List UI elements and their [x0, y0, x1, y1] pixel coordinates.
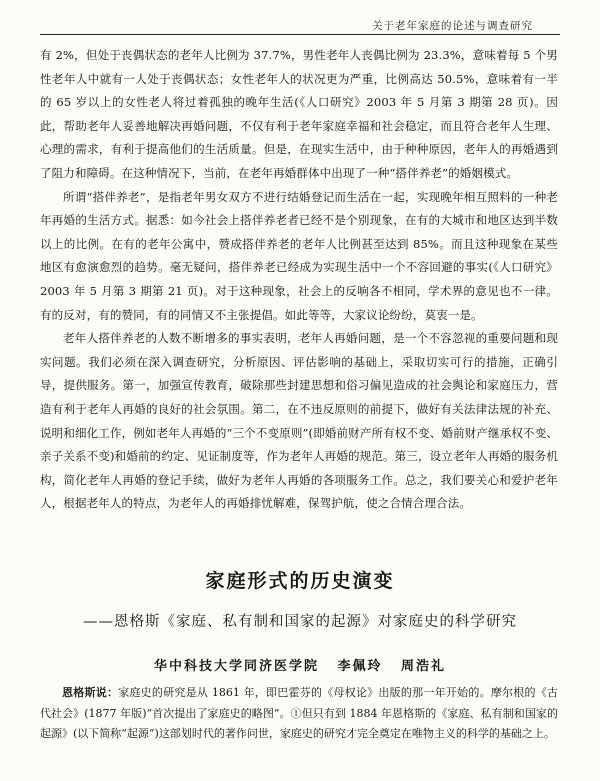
opening-lead: 恩格斯说：: [62, 686, 119, 699]
article-byline: [0, 655, 600, 674]
header-rule: [40, 34, 560, 35]
opening-text: 家庭史的研究是从 1861 年，即巴霍芬的《母权论》出版的那一年开始的。摩尔根的《古代社会》(1877 年版)“首次提出了家庭史的略图”。①但只有到 1884 年恩格斯的《家庭、私有制和国家的起源》(以下简称“起源”)这部划时代的著作问世，家庭史的研究才完全奠定在唯物主义的科学的基础之上。: [40, 686, 558, 740]
body-paragraph-3: 老年人搭伴养老的人数不断增多的事实表明，老年人再婚问题，是一个不容忽视的重要问题和现实问题。我们必须在深入调查研究，分析原因、评估影响的基础上，采取切实可行的措施，正确引导，提供服务。第一，加强宣传教育，破除那些封建思想和俗习偏见造成的社会舆论和家庭压力，营造有利于老年人再婚的良好的社会氛围。第二，在不违反原则的前提下，做好有关法律法规的补充、说明和细化工作，例如老年人再婚的“三个不变原则”(即婚前财产所有权不变、婚前财产继承权不变、亲子关系不变)和婚前的约定、见证制度等，作为老年人再婚的规范。第三，设立老年人再婚的服务机构，简化老年人再婚的登记手续，做好为老年人再婚的各项服务工作。总之，我们要关心和爱护老年人，根据老年人的特点，为老年人的再婚排忧解难，保驾护航，使之合情合理合法。: [40, 331, 558, 511]
body-paragraph-2: 所谓“搭伴养老”，是指老年男女双方不进行结婚登记而生活在一起，实现晚年相互照料的一种老年再婚的生活方式。据悉：如今社会上搭伴养老者已经不是个别现象，在有的大城市和地区达到半数以上的比例。在有的老年公寓中，赞成搭伴养老的老年人比例甚至达到 85%。而且这种现象在某些地区有愈演愈烈的趋势。毫无疑问，搭伴养老已经成为实现生活中一个不容回避的事实(《人口研究》2003 年 5 月第 3 期第 21 页)。对于这种现象，社会上的反响各不相同，学术界的意见也不一律。有的反对，有的赞同，有的同情又不主张提倡。如此等等，大家议论纷纷，莫衷一是。: [40, 189, 558, 322]
body-paragraph-1: 有 2%，但处于丧偶状态的老年人比例为 37.7%，男性老年人丧偶比例为 23.3%，意味着每 5 个男性老年人中就有一人处于丧偶状态；女性老年人的状况更为严重，比例高达 50.5%，意味着有一半的 65 岁以上的女性老人将过着孤独的晚年生活(《人口研究》2003 年 5 月第 3 期第 28 页)。因此，帮助老年人妥善地解决再婚问题，不仅有利于老年家庭幸福和社会稳定，而且符合老年人生理、心理的需求，有利于提高他们的生活质量。但是，在现实生活中，由于种种原因，老年人的再婚遇到了阻力和障碍。在这种情况下，当前，在老年再婚群体中出现了一种“搭伴养老”的婚姻模式。: [40, 48, 558, 180]
article-title: 家庭形式的历史演变: [205, 570, 395, 592]
author-name: 李佩玲: [337, 659, 383, 674]
author-affiliation: 华中科技大学同济医学院: [153, 659, 319, 674]
previous-article-body: [40, 44, 558, 516]
article-subtitle: ——恩格斯《家庭、私有制和国家的起源》对家庭史的科学研究: [83, 614, 517, 630]
article-opening-paragraph: [40, 683, 558, 745]
author-name: 周浩礼: [401, 659, 447, 674]
running-header: 关于老年家庭的论述与调查研究: [372, 20, 533, 32]
